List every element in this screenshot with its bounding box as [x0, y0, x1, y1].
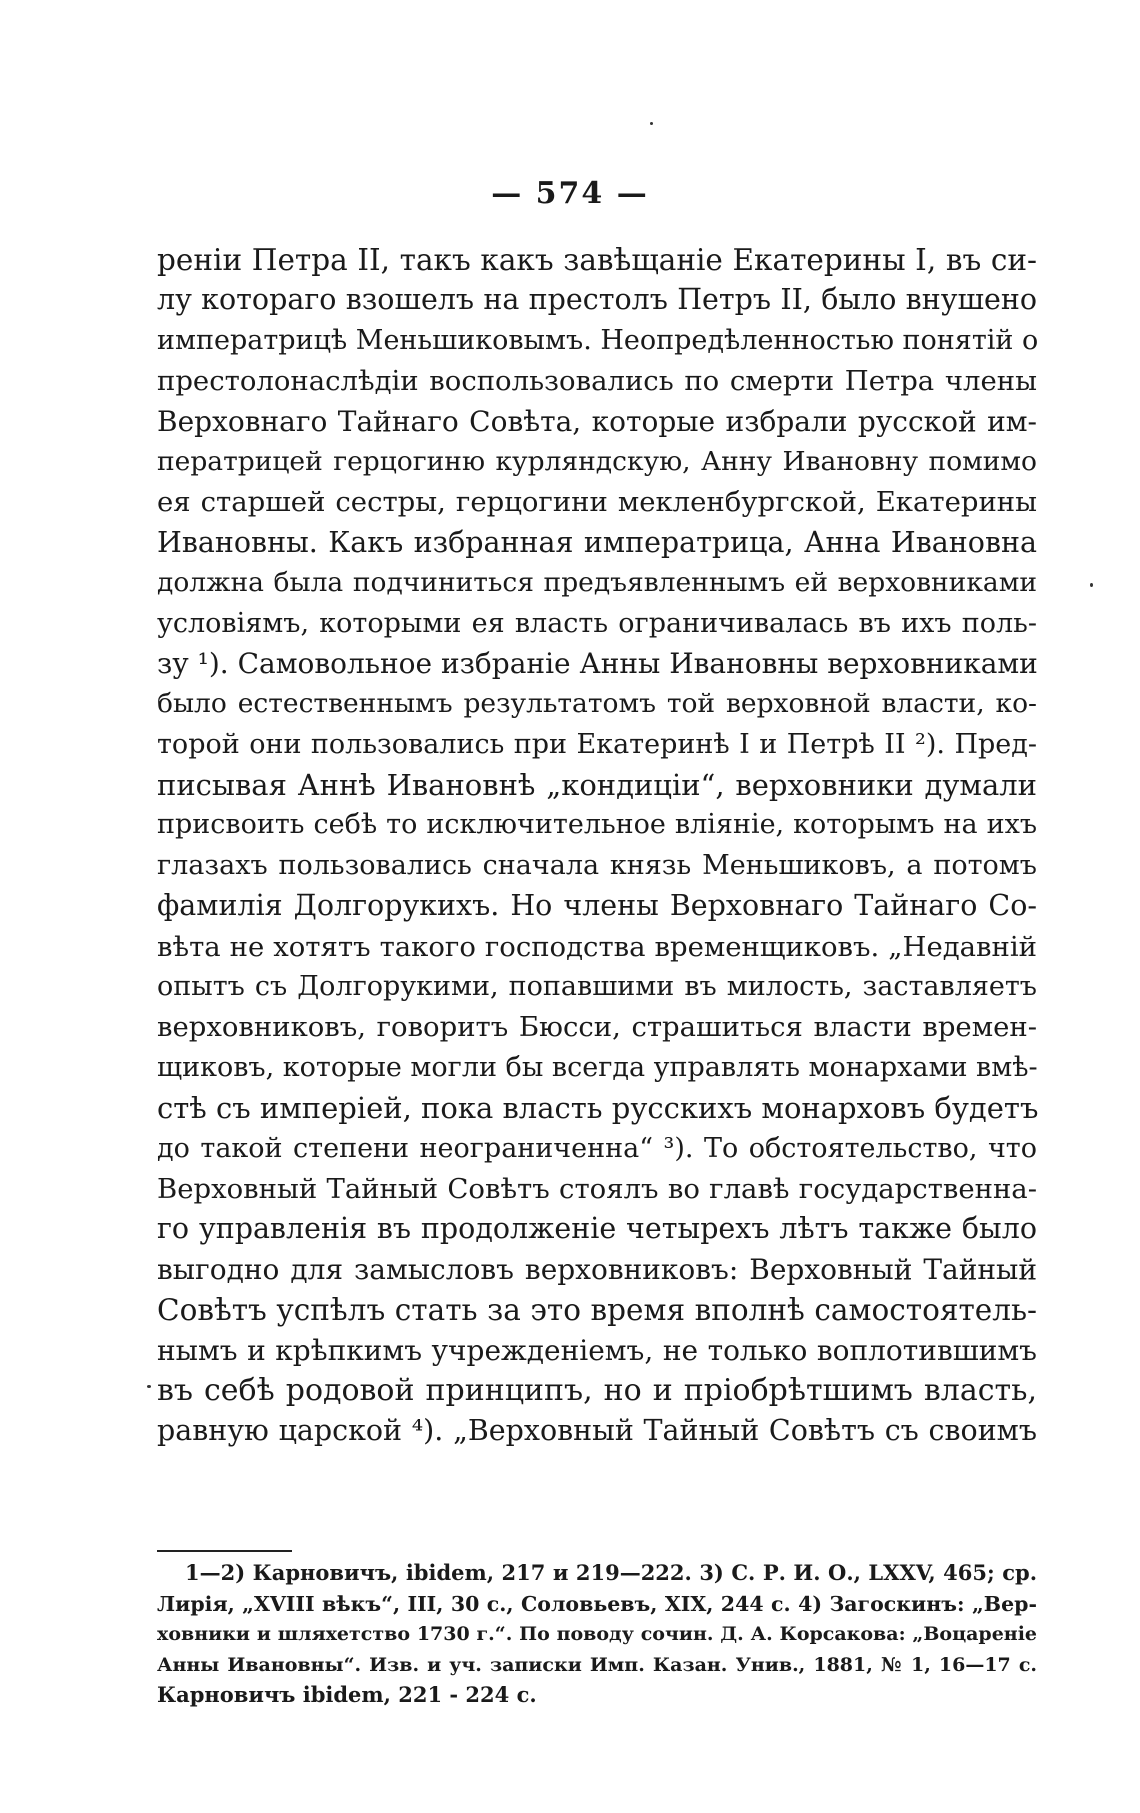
- footnote-separator: [157, 1550, 292, 1552]
- text-line: лу котораго взошелъ на престолъ Петръ II, было внушено: [157, 283, 1037, 317]
- text-line: фамилія Долгорукихъ. Но члены Верховнаго Тайнаго Со-: [157, 889, 1037, 923]
- text-line: должна была подчиниться предъявленнымъ ей верховниками: [157, 567, 1037, 599]
- text-line: присвоить себѣ то исключительное вліяніе, которымъ на ихъ: [157, 809, 1037, 841]
- text-line: было естественнымъ результатомъ той верховной власти, ко-: [157, 688, 1037, 720]
- text-line: опытъ съ Долгорукими, попавшими въ милость, заставляетъ: [157, 971, 1037, 1003]
- footnote-line: Лирія, „XVIII вѣкъ“, III, 30 с., Соловьевъ, XIX, 244 с. 4) Загоскинъ: „Вер-: [157, 1591, 1037, 1616]
- scan-speck: [1090, 583, 1093, 587]
- text-line: престолонаслѣдіи воспользовались по смерти Петра члены: [157, 365, 1037, 398]
- text-line: глазахъ пользовались сначала князь Меньшиковъ, а потомъ: [157, 849, 1037, 881]
- text-line: равную царской ⁴). „Верховный Тайный Совѣтъ съ своимъ: [157, 1414, 1037, 1448]
- text-line: ея старшей сестры, герцогини мекленбургской, Екатерины: [157, 486, 1037, 519]
- scan-speck: [147, 1385, 151, 1388]
- text-line: императрицѣ Меньшиковымъ. Неопредѣленностью понятій о: [157, 324, 1039, 356]
- text-line: до такой степени неограниченна“ ³). То обстоятельство, что: [157, 1132, 1037, 1164]
- footnote-line: 1—2) Карновичъ, ibidem, 217 и 219—222. 3) С. Р. И. О., LXXV, 465; ср.: [185, 1560, 1037, 1585]
- text-line: Верховнаго Тайнаго Совѣта, которые избрали русской им-: [157, 404, 1037, 438]
- scan-speck: [650, 122, 653, 125]
- text-line: вѣта не хотятъ такого господства временщиковъ. „Недавній: [157, 930, 1037, 963]
- text-line: выгодно для замысловъ верховниковъ: Верховный Тайный: [157, 1252, 1037, 1286]
- text-line: писывая Аннѣ Ивановнѣ „кондиціи“, верховники думали: [157, 768, 1037, 803]
- text-line: нымъ и крѣпкимъ учрежденіемъ, не только воплотившимъ: [157, 1333, 1037, 1367]
- page-number: — 574 —: [491, 176, 649, 211]
- text-line: условіямъ, которыми ея власть ограничивалась въ ихъ поль-: [157, 607, 1037, 639]
- text-line: Ивановны. Какъ избранная императрица, Анна Ивановна: [157, 525, 1037, 559]
- footnote-line: ховники и шляхетство 1730 г.“. По поводу сочин. Д. А. Корсакова: „Воцареніе: [157, 1623, 1037, 1645]
- text-line: реніи Петра II, такъ какъ завѣщаніе Екатерины I, въ си-: [157, 243, 1037, 277]
- text-line: зу ¹). Самовольное избраніе Анны Ивановны верховниками: [157, 646, 1038, 680]
- text-line: щиковъ, которые могли бы всегда управлять монархами вмѣ-: [157, 1051, 1038, 1083]
- footnotes: [157, 1558, 1037, 1711]
- text-line: го управленія въ продолженіе четырехъ лѣтъ также было: [157, 1212, 1037, 1246]
- text-line: ператрицей герцогиню курляндскую, Анну Ивановну помимо: [157, 445, 1037, 477]
- text-line: стѣ съ имперіей, пока власть русскихъ монарховъ будетъ: [157, 1091, 1039, 1126]
- text-line: торой они пользовались при Екатеринѣ I и Петрѣ II ²). Пред-: [157, 728, 1037, 760]
- text-line: Совѣтъ успѣлъ стать за это время вполнѣ самостоятель-: [157, 1293, 1037, 1328]
- main-text: [157, 240, 1037, 1452]
- footnote-line: Карновичъ ibidem, 221 - 224 с.: [157, 1682, 537, 1707]
- text-line: верховниковъ, говоритъ Бюсси, страшиться власти времен-: [157, 1011, 1037, 1044]
- footnote-line: Анны Ивановны“. Изв. и уч. записки Имп. Казан. Унив., 1881, № 1, 16—17 с.: [157, 1653, 1037, 1676]
- text-line: Верховный Тайный Совѣтъ стоялъ во главѣ государственна-: [157, 1172, 1037, 1205]
- text-line: въ себѣ родовой принципъ, но и пріобрѣтшимъ власть,: [157, 1372, 1037, 1408]
